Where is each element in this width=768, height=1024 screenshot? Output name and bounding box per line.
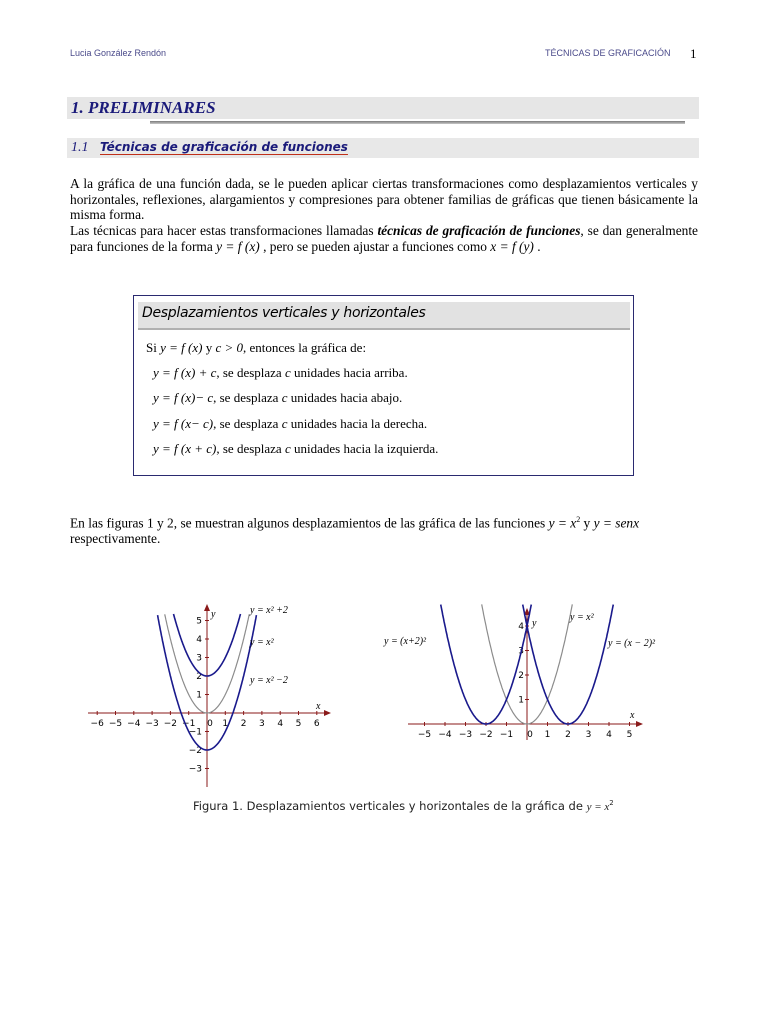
- x-tick-label: −5: [417, 730, 432, 740]
- caption-exponent: 2: [609, 799, 614, 808]
- x-tick-label: −6: [90, 719, 104, 729]
- intro-paragraph-2: [70, 223, 698, 254]
- box-formula: y = f (x) + c: [153, 365, 217, 380]
- x-axis-label: x: [316, 701, 321, 712]
- x-axis-arrow: [324, 710, 331, 716]
- box-line-up: [153, 365, 408, 381]
- y-tick-label: −2: [188, 746, 202, 756]
- label-mid-curve: y = x²: [570, 612, 594, 623]
- y-tick-label: 2: [196, 672, 202, 682]
- formula-senx: y = senx: [593, 515, 640, 531]
- y-axis-arrow: [204, 604, 210, 611]
- box-line-end: unidades hacia la izquierda.: [290, 441, 439, 456]
- box-c: c: [281, 416, 288, 431]
- intro-paragraph-1: A la gráfica de una función dada, se le pueden aplicar ciertas transformaciones como desplazamientos verticales y horizontales, reflexiones, alargamientos y compresiones para obtener familias de gráficas que tienen básicamente la misma forma.: [70, 176, 698, 222]
- heading2-title: Técnicas de graficación de funciones: [100, 140, 348, 154]
- label-left-curve: y = (x+2)²: [384, 636, 427, 647]
- heading2: [71, 140, 348, 156]
- x-tick-label: 0: [527, 730, 533, 740]
- y-tick-label: 1: [196, 690, 202, 701]
- x-tick-label: 1: [544, 730, 551, 740]
- box-line-condition: [146, 340, 366, 356]
- box-line-end: unidades hacia abajo.: [287, 390, 403, 405]
- caption-text: Figura 1. Desplazamientos verticales y horizontales de la gráfica de: [193, 799, 587, 813]
- x-tick-label: 5: [295, 719, 302, 729]
- x-tick-label: −1: [499, 730, 514, 740]
- y-tick-label: 1: [518, 695, 524, 706]
- figures-intro: [70, 512, 698, 546]
- formula-x-fy: x = f (y): [490, 238, 534, 254]
- label-mid-curve: y = x²: [250, 637, 274, 648]
- intro-p2-c: , se dan generalmente para funciones de la forma: [70, 223, 698, 254]
- y-tick-label: 2: [518, 671, 524, 681]
- y-tick-label: −3: [188, 764, 202, 775]
- x-tick-label: −2: [479, 730, 493, 740]
- x-tick-label: 1: [222, 719, 229, 729]
- y-tick-label: 3: [518, 646, 524, 657]
- x-tick-label: 2: [240, 719, 247, 729]
- y-axis-label: y: [211, 609, 216, 620]
- intro-p2-d: , pero se pueden ajustar a funciones como: [259, 238, 491, 254]
- page-number: 1: [690, 46, 697, 61]
- y-tick-label: 4: [518, 622, 524, 632]
- box-c: c: [284, 441, 291, 456]
- x-tick-label: 5: [626, 730, 633, 740]
- box-line-text: , entonces la gráfica de:: [242, 340, 367, 355]
- intro-p2-a: Las técnicas para hacer estas transformaciones llamadas: [70, 223, 378, 238]
- y-tick-label: 3: [196, 653, 202, 664]
- box-line-text: , se desplaza: [213, 416, 282, 431]
- x-tick-label: 2: [565, 730, 571, 740]
- x-axis-arrow: [636, 721, 643, 727]
- figures-intro-b: y: [580, 515, 594, 531]
- x-tick-label: 4: [277, 719, 284, 729]
- box-line-prefix: Si: [146, 340, 161, 355]
- box-line-text: , se desplaza: [216, 441, 285, 456]
- x-tick-label: 3: [585, 730, 592, 740]
- x-tick-label: −4: [127, 719, 141, 729]
- intro-p2-emphasis: técnicas de graficación de funciones: [377, 223, 581, 238]
- x-tick-label: −3: [458, 730, 473, 740]
- formula-x-squared: y = x: [548, 515, 577, 531]
- header-author: Lucia González Rendón: [70, 48, 167, 58]
- x-tick-label: 0: [207, 719, 213, 729]
- x-tick-label: −3: [145, 719, 159, 729]
- x-axis-label: x: [630, 710, 635, 721]
- x-tick-label: −2: [163, 719, 178, 729]
- box-line-end: unidades hacia la derecha.: [287, 416, 428, 431]
- box-c: c: [284, 365, 291, 380]
- box-formula: y = f (x)− c: [153, 390, 214, 405]
- heading1: 1. PRELIMINARES: [71, 98, 216, 117]
- box-formula: y = f (x− c): [153, 416, 214, 431]
- label-right-curve: y = (x − 2)²: [608, 638, 656, 649]
- header-section: TÉCNICAS DE GRAFICACIÓN: [545, 48, 671, 58]
- box-formula: y = f (x): [160, 340, 203, 355]
- formula-y-fx: y = f (x): [216, 238, 260, 254]
- x-tick-label: 6: [313, 719, 320, 729]
- box-formula: y = f (x + c): [153, 441, 217, 456]
- graph-vertical-shifts: [80, 595, 340, 790]
- x-tick-label: −1: [182, 719, 196, 729]
- x-tick-label: 4: [606, 730, 612, 740]
- figures-intro-a: En las figuras 1 y 2, se muestran algunos desplazamientos de las gráfica de las funciones: [70, 515, 549, 531]
- label-bottom-curve: y = x² −2: [250, 675, 288, 686]
- box-c: c: [281, 390, 288, 405]
- x-tick-label: −5: [108, 719, 123, 729]
- box-line-down: [153, 390, 402, 406]
- box-line-right: [153, 416, 427, 432]
- y-tick-label: 4: [196, 635, 202, 645]
- box-line-text: , se desplaza: [216, 365, 285, 380]
- label-top-curve: y = x² +2: [250, 605, 288, 616]
- y-tick-label: −1: [188, 727, 202, 738]
- caption-formula: y = x: [586, 801, 610, 813]
- figures-intro-c: respectivamente.: [70, 530, 161, 546]
- y-axis-label: y: [532, 618, 537, 629]
- heading1-rule: [150, 121, 685, 124]
- heading2-number: 1.1: [71, 140, 89, 155]
- box-line-mid: y: [202, 340, 216, 355]
- intro-p2-e: .: [533, 238, 541, 254]
- x-tick-label: −4: [438, 730, 452, 740]
- box-condition: c > 0: [215, 340, 243, 355]
- y-tick-label: 5: [196, 616, 202, 627]
- box-line-end: unidades hacia arriba.: [290, 365, 408, 380]
- figure-caption: [193, 799, 614, 813]
- box-title: Desplazamientos verticales y horizontales: [142, 305, 426, 321]
- box-line-left: [153, 441, 438, 457]
- box-line-text: , se desplaza: [213, 390, 282, 405]
- formula-exponent: 2: [576, 515, 581, 524]
- graph-horizontal-shifts: [380, 600, 680, 745]
- x-tick-label: 3: [259, 719, 265, 729]
